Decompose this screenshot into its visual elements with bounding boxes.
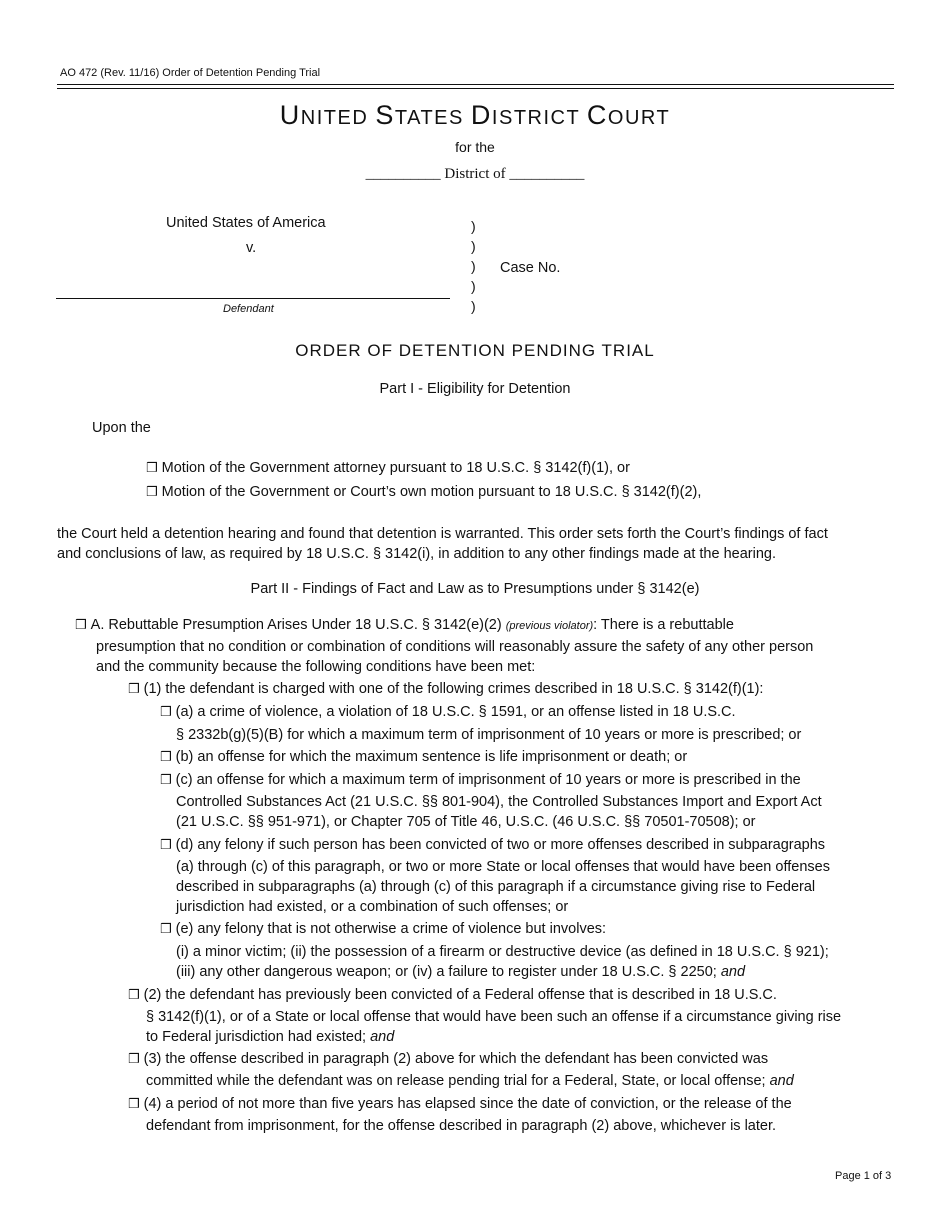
checkbox[interactable]: ❒	[128, 1051, 140, 1066]
condition-1d: ❒ (d) any felony if such person has been convicted of two or more offenses described in subparagraphs	[160, 837, 826, 853]
part2-heading: Part II - Findings of Fact and Law as to Presumptions under § 3142(e)	[250, 581, 700, 597]
condition-2-cont: § 3142(f)(1), or of a State or local offense that would have been such an offense if a circumstance giving rise	[146, 1009, 842, 1025]
checkbox[interactable]: ❒	[128, 681, 140, 696]
condition-4-cont: defendant from imprisonment, for the offense described in paragraph (2) above, whichever is later.	[146, 1118, 777, 1134]
checkbox[interactable]: ❒	[128, 987, 140, 1002]
checkbox[interactable]: ❒	[160, 772, 172, 787]
motion-option-2: ❒ Motion of the Government or Court’s own motion pursuant to 18 U.S.C. § 3142(f)(2),	[146, 484, 702, 500]
finding-a-line2: presumption that no condition or combination of conditions will reasonably assure the safety of any other person	[96, 639, 814, 655]
district-field[interactable]: __________ District of __________	[365, 166, 585, 182]
condition-1d-cont: described in subparagraphs (a) through (c) of this paragraph if a circumstance giving rise to Federal	[176, 879, 816, 895]
caption-paren: )	[471, 278, 476, 294]
condition-1e-cont: (iii) any other dangerous weapon; or (iv) a failure to register under 18 U.S.C. § 2250; and	[176, 964, 746, 980]
condition-1e-cont: (i) a minor victim; (ii) the possession of a firearm or destructive device (as defined in 18 U.S.C. § 921);	[176, 944, 829, 960]
part1-heading: Part I - Eligibility for Detention	[379, 381, 571, 397]
condition-1b: ❒ (b) an offense for which the maximum sentence is life imprisonment or death; or	[160, 749, 688, 765]
checkbox[interactable]: ❒	[128, 1096, 140, 1111]
condition-1d-cont: jurisdiction had existed, or a combination of such offenses; or	[176, 899, 569, 915]
page-number: Page 1 of 3	[835, 1170, 892, 1182]
finding-a-line3: and the community because the following conditions have been met:	[96, 659, 536, 675]
condition-2-cont: to Federal jurisdiction had existed; and	[146, 1029, 395, 1045]
versus: v.	[246, 240, 257, 256]
checkbox[interactable]: ❒	[75, 617, 87, 632]
checkbox[interactable]: ❒	[146, 484, 158, 499]
condition-1c: ❒ (c) an offense for which a maximum term of imprisonment of 10 years or more is prescribed in the	[160, 772, 801, 788]
upon-the: Upon the	[92, 420, 151, 436]
checkbox[interactable]: ❒	[160, 921, 172, 936]
condition-1d-cont: (a) through (c) of this paragraph, or two or more State or local offenses that would have been offenses	[176, 859, 830, 875]
caption-paren: )	[471, 238, 476, 254]
order-title: ORDER OF DETENTION PENDING TRIAL	[295, 341, 655, 360]
checkbox[interactable]: ❒	[160, 704, 172, 719]
condition-1c-cont: (21 U.S.C. §§ 951-971), or Chapter 705 of Title 46, U.S.C. (46 U.S.C. §§ 70501-70508); or	[176, 814, 756, 830]
caption-paren: )	[471, 298, 476, 314]
condition-1c-cont: Controlled Substances Act (21 U.S.C. §§ 801-904), the Controlled Substances Import and Export Act	[176, 794, 822, 810]
hearing-statement: the Court held a detention hearing and found that detention is warranted. This order sets forth the Court’s findings of fact and conclusions of law, as required by 18 U.S.C. § 3142(i), in addition to any other findings made at the hearing.	[57, 526, 828, 562]
checkbox[interactable]: ❒	[146, 460, 158, 475]
defendant-label: Defendant	[223, 303, 274, 315]
court-title: UNITED STATES DISTRICT COURT	[279, 100, 671, 130]
case-number-label[interactable]: Case No.	[500, 260, 561, 276]
form-id: AO 472 (Rev. 11/16) Order of Detention Pending Trial	[60, 67, 321, 79]
condition-1a: ❒ (a) a crime of violence, a violation of 18 U.S.C. § 1591, or an offense listed in 18 U.S.C.	[160, 704, 736, 720]
condition-3: ❒ (3) the offense described in paragraph (2) above for which the defendant has been convicted was	[128, 1051, 769, 1067]
checkbox[interactable]: ❒	[160, 749, 172, 764]
condition-2: ❒ (2) the defendant has previously been convicted of a Federal offense that is described in 18 U.S.C.	[128, 987, 777, 1003]
checkbox[interactable]: ❒	[160, 837, 172, 852]
motion-option-1: ❒ Motion of the Government attorney pursuant to 18 U.S.C. § 3142(f)(1), or	[146, 460, 630, 476]
condition-1: ❒ (1) the defendant is charged with one of the following crimes described in 18 U.S.C. § 3142(f)(1):	[128, 681, 764, 697]
header-rule-thin	[57, 88, 894, 89]
condition-4: ❒ (4) a period of not more than five years has elapsed since the date of conviction, or the release of the	[128, 1096, 792, 1112]
condition-1a-cont: § 2332b(g)(5)(B) for which a maximum term of imprisonment of 10 years or more is prescribed; or	[176, 727, 802, 743]
finding-a-line1: ❒ A. Rebuttable Presumption Arises Under 18 U.S.C. § 3142(e)(2) (previous violator): There is a rebuttable	[75, 617, 734, 633]
caption-paren: )	[471, 258, 476, 274]
defendant-name-field[interactable]	[56, 298, 450, 299]
plaintiff-name: United States of America	[166, 215, 326, 231]
condition-1e: ❒ (e) any felony that is not otherwise a crime of violence but involves:	[160, 921, 607, 937]
for-the: for the	[455, 139, 495, 155]
header-rule-thick	[57, 84, 894, 85]
caption-paren: )	[471, 218, 476, 234]
condition-3-cont: committed while the defendant was on release pending trial for a Federal, State, or local offense; and	[146, 1073, 794, 1089]
